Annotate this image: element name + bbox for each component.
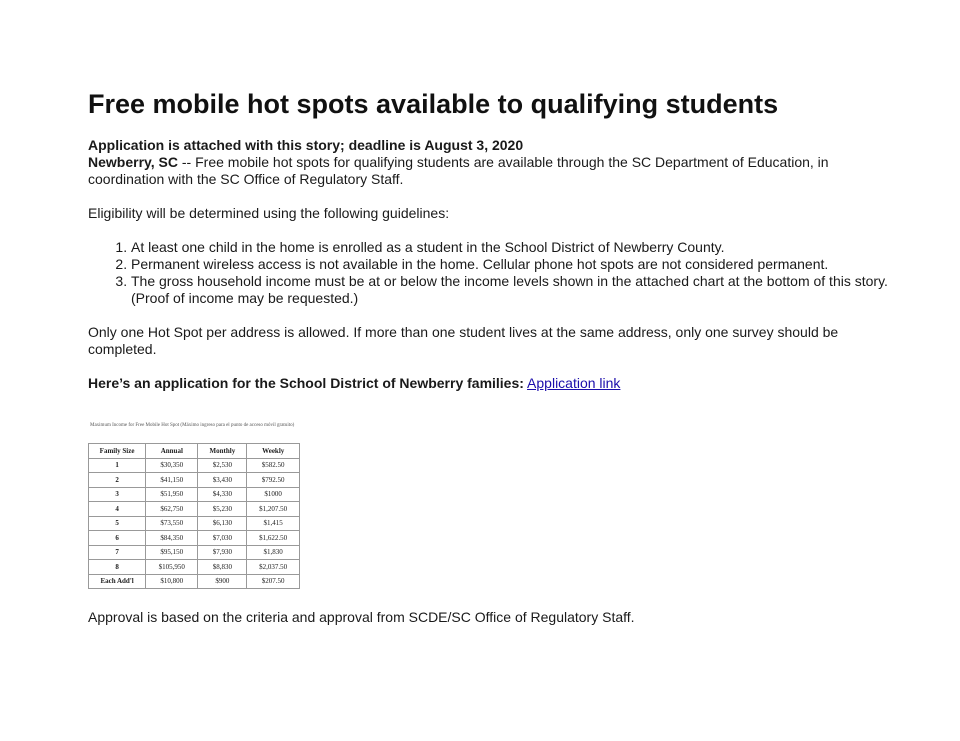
annual-cell: $41,150: [146, 473, 198, 488]
monthly-cell: $900: [198, 574, 247, 589]
table-row: [89, 545, 300, 560]
monthly-cell: $8,830: [198, 560, 247, 575]
family-size-cell: 1: [89, 458, 146, 473]
dateline: Newberry, SC: [88, 154, 178, 170]
column-header: Annual: [146, 444, 198, 459]
article: [88, 86, 888, 626]
annual-cell: $10,800: [146, 574, 198, 589]
family-size-cell: 2: [89, 473, 146, 488]
monthly-cell: $7,930: [198, 545, 247, 560]
income-chart: [88, 422, 300, 589]
table-row: [89, 531, 300, 546]
guideline-item: 1. At least one child in the home is enrolled as a student in the School District of Newberry County.: [131, 239, 888, 256]
column-header: Monthly: [198, 444, 247, 459]
one-per-address-note: Only one Hot Spot per address is allowed. If more than one student lives at the same address, only one survey should be completed.: [88, 324, 839, 357]
weekly-cell: $1,207.50: [247, 502, 300, 517]
application-line: [88, 375, 888, 392]
annual-cell: $105,950: [146, 560, 198, 575]
family-size-cell: 7: [89, 545, 146, 560]
weekly-cell: $207.50: [247, 574, 300, 589]
table-header-row: [89, 444, 300, 459]
annual-cell: $95,150: [146, 545, 198, 560]
family-size-cell: Each Add'l: [89, 574, 146, 589]
application-link[interactable]: Application link: [527, 375, 621, 391]
family-size-cell: 3: [89, 487, 146, 502]
approval-note: Approval is based on the criteria and approval from SCDE/SC Office of Regulatory Staff.: [88, 609, 635, 625]
guideline-item: 2. Permanent wireless access is not available in the home. Cellular phone hot spots are not considered permanent.: [131, 256, 888, 273]
family-size-cell: 8: [89, 560, 146, 575]
application-label: Here’s an application for the School District of Newberry families:: [88, 375, 524, 391]
weekly-cell: $1,415: [247, 516, 300, 531]
annual-cell: $84,350: [146, 531, 198, 546]
weekly-cell: $1,830: [247, 545, 300, 560]
table-row: [89, 502, 300, 517]
monthly-cell: $3,430: [198, 473, 247, 488]
monthly-cell: $2,530: [198, 458, 247, 473]
weekly-cell: $582.50: [247, 458, 300, 473]
table-row: [89, 516, 300, 531]
annual-cell: $30,350: [146, 458, 198, 473]
weekly-cell: $1000: [247, 487, 300, 502]
table-row: [89, 487, 300, 502]
lead-text: -- Free mobile hot spots for qualifying students are available through the SC Department of Education, in coordination with the SC Office of Regulatory Staff.: [88, 154, 829, 187]
weekly-cell: $1,622.50: [247, 531, 300, 546]
eligibility-intro: Eligibility will be determined using the following guidelines:: [88, 205, 450, 221]
page-title: Free mobile hot spots available to qualifying students: [88, 89, 779, 119]
table-row: [89, 473, 300, 488]
annual-cell: $73,550: [146, 516, 198, 531]
guideline-item: 3. The gross household income must be at or below the income levels shown in the attached chart at the bottom of this story. (Proof of income may be requested.): [131, 273, 888, 307]
annual-cell: $51,950: [146, 487, 198, 502]
article-subtitle: Application is attached with this story; deadline is August 3, 2020: [88, 137, 524, 153]
monthly-cell: $4,330: [198, 487, 247, 502]
weekly-cell: $2,037.50: [247, 560, 300, 575]
weekly-cell: $792.50: [247, 473, 300, 488]
table-row: [89, 458, 300, 473]
table-row: [89, 574, 300, 589]
family-size-cell: 4: [89, 502, 146, 517]
family-size-cell: 5: [89, 516, 146, 531]
guidelines-list: [88, 239, 888, 307]
monthly-cell: $5,230: [198, 502, 247, 517]
column-header: Weekly: [247, 444, 300, 459]
annual-cell: $62,750: [146, 502, 198, 517]
lead-paragraph: [88, 154, 888, 188]
table-row: [89, 560, 300, 575]
family-size-cell: 6: [89, 531, 146, 546]
income-chart-caption: Maximum Income for Free Mobile Hot Spot (Máximo ingreso para el punto de acceso móvil gratuito): [90, 423, 295, 428]
column-header: Family Size: [89, 444, 146, 459]
monthly-cell: $7,030: [198, 531, 247, 546]
monthly-cell: $6,130: [198, 516, 247, 531]
income-table: [88, 443, 300, 589]
